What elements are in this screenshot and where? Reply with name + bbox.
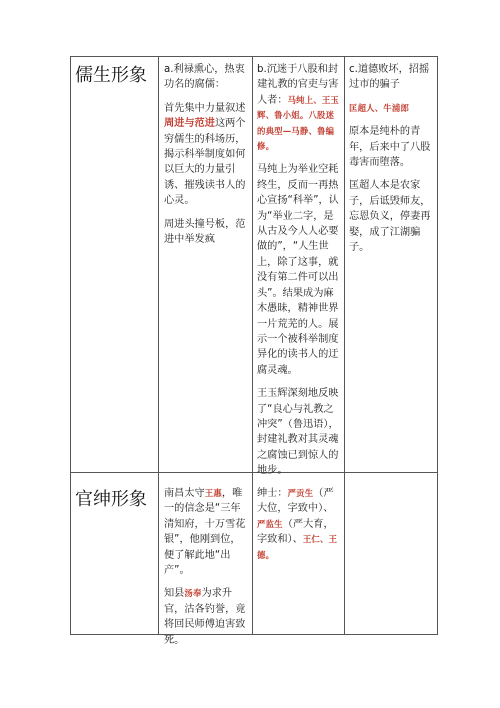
cell-swindlers xyxy=(349,62,433,263)
cell-paragraph: 王玉辉深刻地反映了“良心与礼教之冲突”（鲁迅语），封建礼教对其灵魂之腐蚀已到惊人的地步。 xyxy=(257,388,339,477)
cell-pedant-scholars xyxy=(164,62,246,255)
cell-paragraph xyxy=(164,486,246,578)
cell-heading xyxy=(257,62,341,154)
cell-paragraph: 周进头撞号板，范进中举发疯 xyxy=(164,218,246,246)
cell-bigoted-officials xyxy=(257,62,341,487)
highlighted-name: 王仁、王德。 xyxy=(257,534,338,560)
cell-gentry xyxy=(257,486,341,571)
cell-paragraph: 马纯上为举业空耗终生，反而一再热心宣扬“科举”，认为“举业二字，是从古及今人人必要做的”，“人生世上，除了这事，就没有第二件可以出头”。结果成为麻木愚昧，精神世界一片荒芜的人。展示一个被科举制度异化的读书人的迂腐灵魂。 xyxy=(257,164,339,376)
highlighted-name: 严贡生 xyxy=(287,488,314,498)
comparison-table xyxy=(70,56,438,646)
highlighted-name: 汤奉 xyxy=(184,588,202,599)
text-run: 这两个穷儒生的科场历，揭示科举制度如何以巨大的力量引诱、摧残读书人的心灵。 xyxy=(164,118,246,207)
row-title: 官绅形象 xyxy=(75,489,147,510)
row-divider xyxy=(71,472,437,473)
text-run: 绅士： xyxy=(257,488,288,499)
highlighted-name: 马纯上、王玉辉、鲁小姐。八股迷的典型—马静、鲁编修。 xyxy=(257,94,340,152)
cell-paragraph xyxy=(164,101,246,209)
cell-heading: c.道德败坏，招摇过市的骗子 xyxy=(349,64,430,91)
text-run: 南昌太守 xyxy=(164,488,205,499)
cell-paragraph: 原本是纯朴的青年，后来中了八股毒害而堕落。 xyxy=(349,126,431,169)
cell-paragraph xyxy=(257,486,341,563)
text-run: b.沉迷于八股和封建礼教的官吏与害人者： xyxy=(257,64,339,106)
text-run: （严大育，字致和）、 xyxy=(257,518,334,546)
cell-officials xyxy=(164,486,246,656)
column-divider xyxy=(344,57,345,634)
highlighted-name: 王惠 xyxy=(204,488,222,498)
row-title: 儒生形象 xyxy=(75,65,147,86)
cell-paragraph: 匡超人本是农家子，后诋毁师友，忘恩负义，停妻再娶，成了江湖骗子。 xyxy=(349,180,431,254)
cell-heading: a.利禄熏心，热衷功名的腐儒： xyxy=(164,64,245,91)
text-run: ，唯一的信念是“三年清知府，十万雪花银”，他刚到位，便了解此地“出产”。 xyxy=(164,488,246,577)
column-divider xyxy=(158,57,159,634)
text-run: 知县 xyxy=(164,588,185,600)
text-run: （严大位，字致中）、 xyxy=(257,488,334,515)
column-divider xyxy=(252,57,253,634)
text-run: 首先集中力量叙述 xyxy=(164,102,246,114)
text-run: 为求升官，沽各钓誉，竟将回民师傅迫害致死。 xyxy=(164,588,246,646)
highlighted-name: 严监生 xyxy=(257,518,283,529)
highlighted-name: 匡超人、牛浦郎 xyxy=(349,102,410,113)
highlighted-name: 周进与范进 xyxy=(164,118,215,130)
cell-paragraph xyxy=(164,586,246,648)
